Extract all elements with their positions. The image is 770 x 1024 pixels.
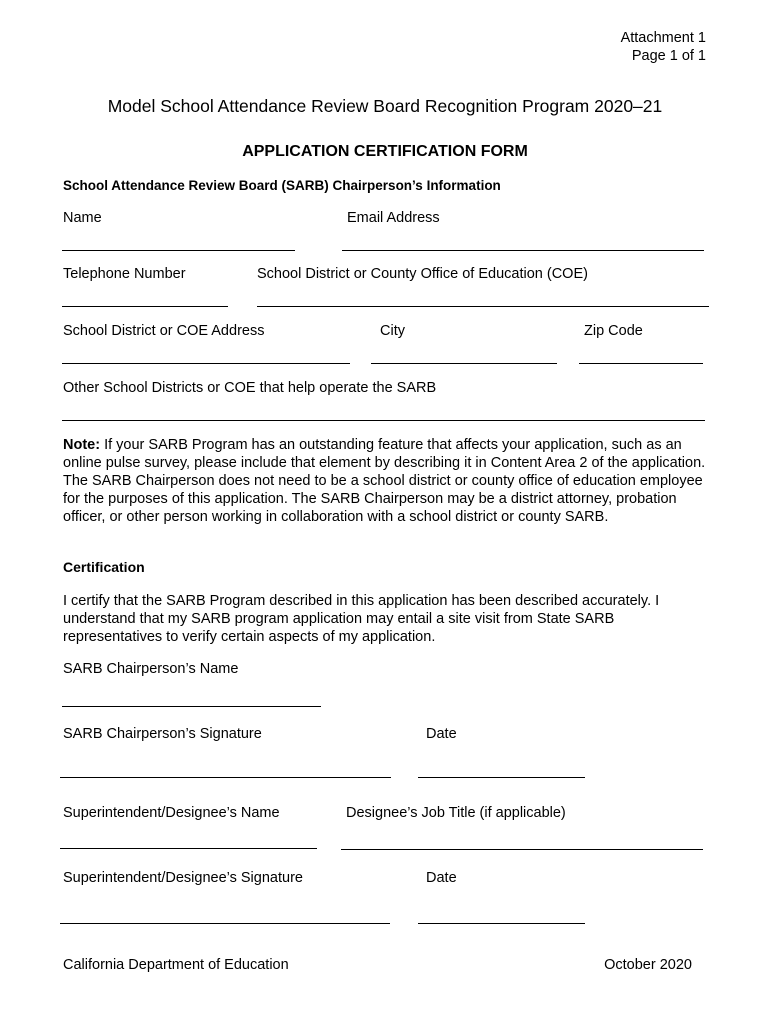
email-field[interactable] bbox=[342, 250, 704, 251]
email-label: Email Address bbox=[347, 210, 440, 226]
chair-signature-label: SARB Chairperson’s Signature bbox=[63, 726, 262, 742]
attachment-label: Attachment 1 bbox=[620, 30, 706, 46]
designee-title-field[interactable] bbox=[341, 849, 703, 850]
form-title: APPLICATION CERTIFICATION FORM bbox=[242, 143, 528, 160]
chair-name-field[interactable] bbox=[62, 706, 321, 707]
supt-signature-label: Superintendent/Designee’s Signature bbox=[63, 870, 303, 886]
supt-name-field[interactable] bbox=[60, 848, 317, 849]
chair-signature-field[interactable] bbox=[60, 777, 391, 778]
section-heading: School Attendance Review Board (SARB) Chairperson’s Information bbox=[63, 178, 501, 193]
other-districts-label: Other School Districts or COE that help operate the SARB bbox=[63, 380, 437, 396]
certification-text: I certify that the SARB Program described in this application has been described accurately. I understand that my SARB program application may entail a site visit from State SARB representatives to verify certain aspects of my application. bbox=[63, 593, 660, 645]
date-label-1: Date bbox=[426, 726, 457, 742]
name-label: Name bbox=[63, 210, 102, 226]
supt-name-label: Superintendent/Designee’s Name bbox=[63, 805, 280, 821]
note-paragraph bbox=[63, 436, 713, 526]
chair-name-label: SARB Chairperson’s Name bbox=[63, 661, 239, 677]
telephone-field[interactable] bbox=[62, 306, 228, 307]
other-districts-field[interactable] bbox=[62, 420, 705, 421]
footer-date: October 2020 bbox=[604, 957, 692, 973]
note-text: If your SARB Program has an outstanding feature that affects your application, such as an online pulse survey, please include that element by describing it in Content Area 2 of the application. The SARB Chairperson does not need to be a school district or county office of education employee for the purposes of this application. The SARB Chairperson may be a district attorney, probation officer, or other person working in collaboration with a school district or county SARB. bbox=[63, 437, 706, 525]
certification-heading: Certification bbox=[63, 559, 145, 575]
date-label-2: Date bbox=[426, 870, 457, 886]
supt-signature-field[interactable] bbox=[60, 923, 390, 924]
address-field[interactable] bbox=[62, 363, 350, 364]
district-coe-label: School District or County Office of Education (COE) bbox=[257, 266, 588, 282]
date-field-1[interactable] bbox=[418, 777, 585, 778]
designee-title-label: Designee’s Job Title (if applicable) bbox=[346, 805, 566, 821]
zip-label: Zip Code bbox=[584, 323, 643, 339]
address-label: School District or COE Address bbox=[63, 323, 265, 339]
page-number: Page 1 of 1 bbox=[631, 48, 706, 64]
name-field[interactable] bbox=[62, 250, 295, 251]
district-coe-field[interactable] bbox=[257, 306, 709, 307]
city-label: City bbox=[380, 323, 405, 339]
date-field-2[interactable] bbox=[418, 923, 585, 924]
footer-organization: California Department of Education bbox=[63, 957, 289, 973]
zip-field[interactable] bbox=[579, 363, 703, 364]
page-title: Model School Attendance Review Board Recognition Program 2020–21 bbox=[107, 96, 663, 116]
telephone-label: Telephone Number bbox=[63, 266, 186, 282]
note-label: Note: bbox=[63, 437, 101, 453]
city-field[interactable] bbox=[371, 363, 557, 364]
